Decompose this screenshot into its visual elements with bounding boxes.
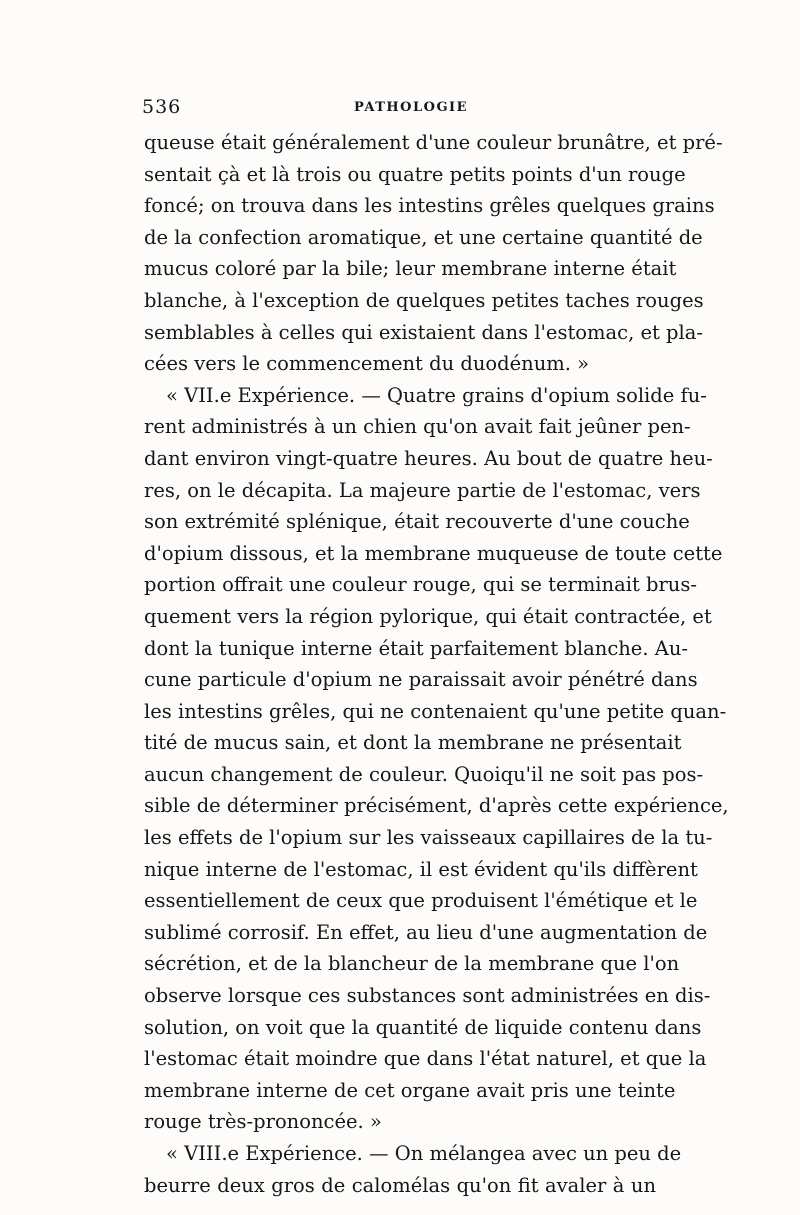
text-line: aucun changement de couleur. Quoiqu'il ne soit pas pos- [144,762,704,786]
page-number: 536 [142,96,182,118]
text-line: essentiellement de ceux que produisent l'émétique et le [144,889,698,913]
text-line: rent administrés à un chien qu'on avait fait jeûner pen- [144,415,691,439]
text-line: semblables à celles qui existaient dans l'estomac, et pla- [144,320,703,344]
text-line: beurre deux gros de calomélas qu'on fit avaler à un [144,1173,656,1197]
paragraph-end-line: rouge très-prononcée. » [144,1110,382,1134]
text-line: cune particule d'opium ne paraissait avoir pénétré dans [144,668,698,692]
paragraph-start-line: « VII.e Expérience. — Quatre grains d'opium solide fu- [166,383,707,407]
text-line: sentait çà et là trois ou quatre petits points d'un rouge [144,162,686,186]
text-line: les intestins grêles, qui ne contenaient qu'une petite quan- [144,699,727,723]
text-line: queuse était généralement d'une couleur brunâtre, et pré- [144,131,723,154]
text-line: d'opium dissous, et la membrane muqueuse de toute cette [144,541,723,565]
text-line: sécrétion, et de la blancheur de la membrane que l'on [144,952,680,976]
text-line: nique interne de l'estomac, il est évident qu'ils diffèrent [144,857,698,881]
text-line: portion offrait une couleur rouge, qui se terminait brus- [144,573,697,597]
text-line: foncé; on trouva dans les intestins grêles quelques grains [144,194,715,218]
text-line: quement vers la région pylorique, qui était contractée, et [144,604,712,628]
text-line: mucus coloré par la bile; leur membrane interne était [144,257,677,281]
paragraph-end-line: cées vers le commencement du duodénum. » [144,352,590,376]
running-head [142,96,658,122]
text-line: blanche, à l'exception de quelques petites taches rouges [144,288,704,312]
text-line: tité de mucus sain, et dont la membrane ne présentait [144,731,682,755]
text-line: res, on le décapita. La majeure partie de l'estomac, vers [144,478,701,502]
text-line: solution, on voit que la quantité de liquide contenu dans [144,1015,702,1039]
body-text [144,127,729,1201]
paragraph-start-line: « VIII.e Expérience. — On mélangea avec un peu de [166,1142,682,1165]
text-line: dant environ vingt-quatre heures. Au bout de quatre heu- [144,446,713,470]
text-line: sible de déterminer précisément, d'après cette expérience, [144,794,729,818]
text-line: l'estomac était moindre que dans l'état naturel, et que la [144,1047,707,1071]
text-line: les effets de l'opium sur les vaisseaux capillaires de la tu- [144,826,713,850]
text-line: membrane interne de cet organe avait pris une teinte [144,1078,676,1102]
text-line: de la confection aromatique, et une certaine quantité de [144,225,703,249]
text-line: observe lorsque ces substances sont administrées en dis- [144,984,711,1008]
text-line: dont la tunique interne était parfaitement blanche. Au- [144,636,688,660]
text-line: son extrémité splénique, était recouverte d'une couche [144,510,690,534]
text-line: sublimé corrosif. En effet, au lieu d'une augmentation de [144,920,708,944]
running-title: PATHOLOGIE [354,100,469,115]
